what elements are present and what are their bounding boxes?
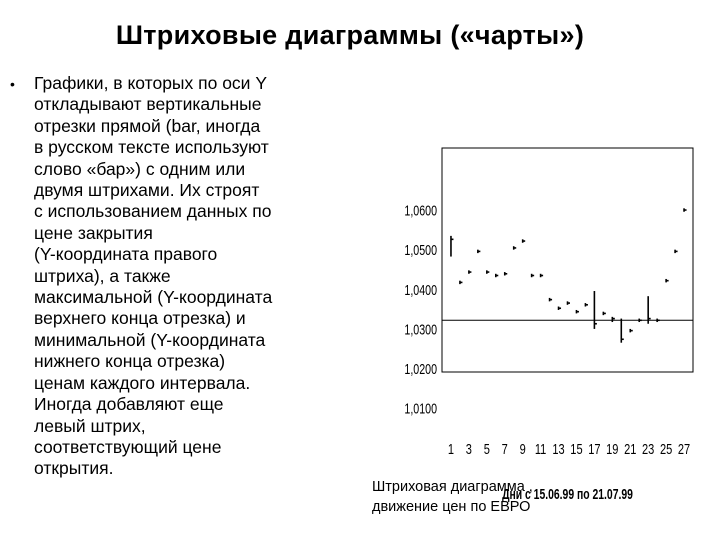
body-text: Графики, в которых по оси Y откладывают вертикальные отрезки прямой (bar, иногда в русском тексте используют слово «бар») с одним или двумя штрихами. Их строят с использованием данных по цене закрытия (Y-координата правого штриха), а также максимальной (Y-координата верхнего конца отрезка) и минимальной (Y-координата нижнего конца отрезка) ценам каждого интервала. Иногда добавляют еще левый штрих, соответствующий цене открытия.	[34, 73, 273, 479]
x-tick-label: 9	[519, 440, 526, 458]
plot-frame	[442, 148, 693, 372]
chart-caption: Штриховая диаграмма , движение цен по ЕВРО	[372, 479, 533, 515]
x-tick-label: 25	[659, 440, 673, 458]
x-tick-label: 19	[606, 440, 619, 458]
x-tick-label: 23	[642, 440, 655, 458]
x-tick-label: 11	[534, 440, 547, 458]
y-tick-label: 1,0600	[404, 201, 437, 220]
bullet-marker: •	[10, 76, 15, 92]
y-tick-label: 1,0500	[404, 241, 437, 259]
y-tick-label: 1,0200	[404, 360, 437, 378]
y-tick-label: 1,0400	[404, 281, 437, 299]
x-tick-label: 21	[624, 440, 637, 458]
y-tick-label: 1,0100	[404, 399, 437, 418]
x-tick-label: 15	[570, 440, 583, 458]
slide-title: Штриховые диаграммы («чарты»)	[115, 20, 585, 50]
x-axis-label: Дни с 15.06.99 по 21.07.99	[502, 485, 633, 503]
x-tick-label: 27	[677, 440, 691, 458]
y-tick-label: 1,0300	[404, 320, 437, 338]
x-tick-label: 5	[483, 440, 490, 458]
x-tick-label: 1	[447, 440, 455, 458]
x-tick-label: 3	[465, 440, 472, 458]
x-tick-label: 13	[552, 440, 565, 458]
x-tick-label: 7	[501, 440, 508, 458]
x-tick-label: 17	[588, 440, 601, 458]
